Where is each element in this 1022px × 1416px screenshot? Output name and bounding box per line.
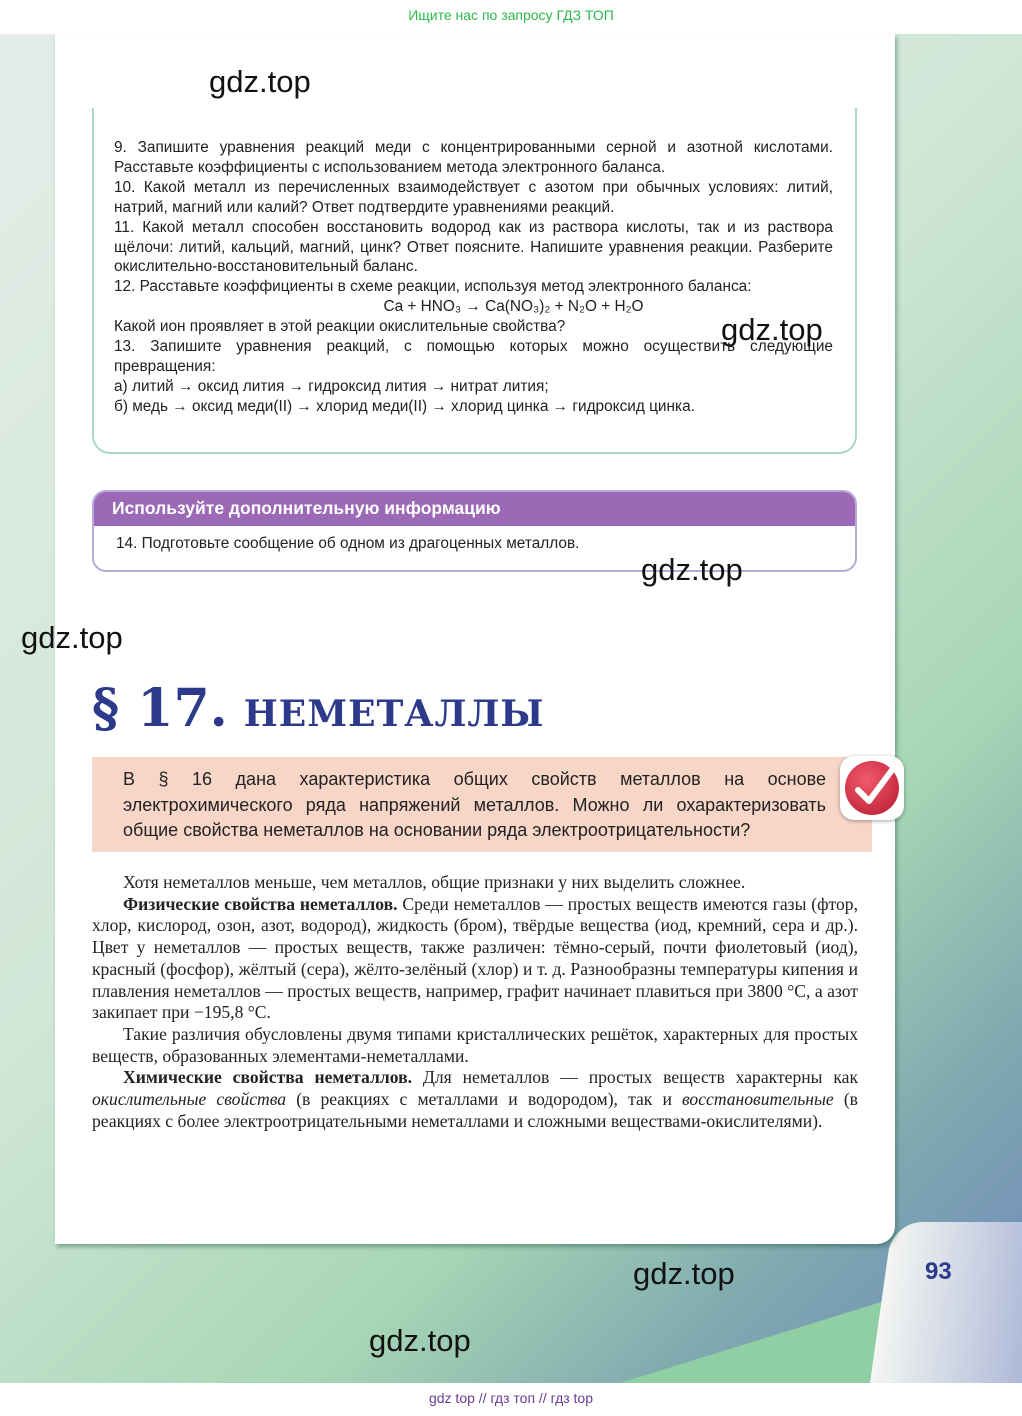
p4c: (в реакциях с более электроотрицательными неметаллами и сложными веществами-окислителями). (92, 1089, 858, 1131)
watermark: gdz.top (641, 552, 743, 587)
paragraph-2 (92, 894, 858, 1024)
p4-italic-1: окислительные свойства (92, 1089, 287, 1110)
task-12: 12. Расставьте коэффициенты в схеме реакции, используя метод электронного баланса: (114, 278, 752, 296)
chemical-heading: Химические свойства неметаллов. (123, 1067, 412, 1088)
task-12-question: Какой ион проявляет в этой реакции окислительные свойства? (114, 318, 566, 336)
task-13: 13. Запишите уравнения реакций, с помощью которых можно осуществить следующие превращения: (114, 338, 833, 375)
task-11: 11. Какой металл способен восстановить водород как из раствора кислоты, так и из раствора щёлочи: литий, кальций, магний, цинк? Ответ поясните. Напишите уравнения реакции. Разберите окислительно-восстановительный баланс. (114, 218, 833, 276)
physical-heading: Физические свойства неметаллов. (123, 893, 398, 914)
section-number: § 17. (92, 678, 228, 739)
paragraph-4 (92, 1067, 858, 1132)
watermark: gdz.top (369, 1323, 471, 1358)
extra-info-title: Используйте дополнительную информацию (94, 492, 855, 526)
p4-italic-2: восстановительные (682, 1089, 834, 1110)
task-9: 9. Запишите уравнения реакций меди с концентрированными серной и азотной кислотами. Расставьте коэффициенты с использованием метода электронного баланса. (114, 139, 833, 176)
section-name: НЕМЕТАЛЛЫ (243, 693, 545, 735)
paragraph-1: Хотя неметаллов меньше, чем металлов, общие признаки у них выделить сложнее. (123, 872, 746, 892)
task-13a: а) литий → оксид лития → гидроксид лития → нитрат лития; (114, 377, 549, 395)
body-text (92, 872, 858, 1132)
intro-question: В § 16 дана характеристика общих свойств металлов на основе электрохимического ряда напряжений металлов. Можно ли охарактеризовать общие свойства неметаллов на основании ряда электроотрицательности? (92, 757, 872, 852)
page-number: 93 (925, 1258, 952, 1285)
p4b: (в реакциях с металлами и водородом), так и (286, 1089, 682, 1110)
header-banner: Ищите нас по запросу ГДЗ ТОП (408, 7, 614, 23)
watermark: gdz.top (633, 1256, 735, 1291)
paragraph-3: Такие различия обусловлены двумя типами кристаллических решёток, характерных для простых веществ, образованных элементами-неметаллами. (92, 1023, 858, 1066)
task-14: 14. Подготовьте сообщение об одном из драгоценных металлов. (116, 535, 580, 552)
watermark: gdz.top (21, 620, 123, 655)
section-title (92, 678, 545, 739)
tasks-box (92, 108, 857, 454)
p4a: Для неметаллов — простых веществ характерны как (412, 1067, 858, 1088)
paragraph-2-text: Среди неметаллов — простых веществ имеются газы (фтор, хлор, кислород, озон, азот, водород), жидкость (бром), твёрдые вещества (иод, кремний, сера и др.). Цвет у неметаллов — простых веществ, также различен: тёмно-серый, почти фиолетовый (иод), красный (фосфор), жёлтый (сера), жёлто-зелёный (хлор) и т. д. Разнообразны температуры кипения и плавления неметаллов — простых веществ, например, графит начинает плавиться при 3800 °С, а азот закипает при −195,8 °С. (92, 893, 858, 1023)
task-13b: б) медь → оксид меди(II) → хлорид меди(II) → хлорид цинка → гидроксид цинка. (114, 397, 695, 415)
equation: Ca + HNO₃ → Ca(NO₃)₂ + N₂O + H₂O (383, 298, 644, 316)
page-corner (870, 1222, 1022, 1383)
footer-banner: gdz top // гдз топ // гдз top (428, 1390, 594, 1406)
checkmark-icon (840, 756, 904, 820)
watermark: gdz.top (721, 312, 823, 347)
watermark: gdz.top (209, 64, 311, 99)
task-10: 10. Какой металл из перечисленных взаимодействует с азотом при обычных условиях: литий, натрий, магний или калий? Ответ подтвердите уравнениями реакций. (114, 178, 833, 216)
